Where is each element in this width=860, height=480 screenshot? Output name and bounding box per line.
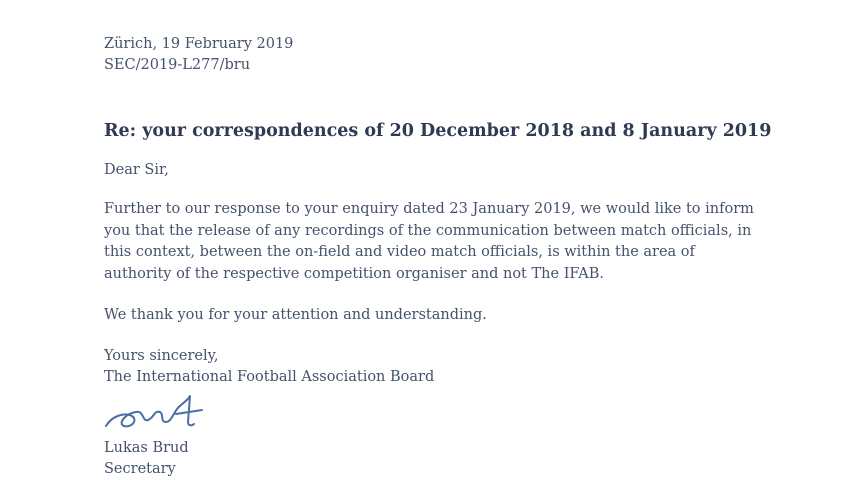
thanks-paragraph: We thank you for your attention and understanding. — [104, 307, 487, 323]
signer-name: Lukas Brud — [104, 440, 189, 456]
place-date: Zürich, 19 February 2019 — [104, 36, 294, 52]
handwritten-signature — [102, 392, 212, 436]
body-line: you that the release of any recordings of the communication between match officials, in — [104, 222, 752, 239]
closing-phrase: Yours sincerely, — [104, 348, 219, 364]
signer-block — [104, 438, 804, 480]
body-line: authority of the respective competition organiser and not The IFAB. — [104, 265, 604, 282]
salutation: Dear Sir, — [104, 162, 169, 178]
body-line: this context, between the on-field and video match officials, is within the area of — [104, 244, 695, 260]
subject-line: Re: your correspondences of 20 December 2018 and 8 January 2019 — [104, 121, 772, 141]
body-paragraph — [104, 199, 764, 285]
organisation-name: The International Football Association Board — [104, 369, 435, 385]
signer-title: Secretary — [104, 461, 176, 477]
letter-body — [104, 34, 804, 480]
body-line: Further to our response to your enquiry dated 23 January 2019, we would like to inform — [104, 201, 754, 217]
closing-block — [104, 346, 804, 388]
reference-number: SEC/2019-L277/bru — [104, 57, 251, 73]
